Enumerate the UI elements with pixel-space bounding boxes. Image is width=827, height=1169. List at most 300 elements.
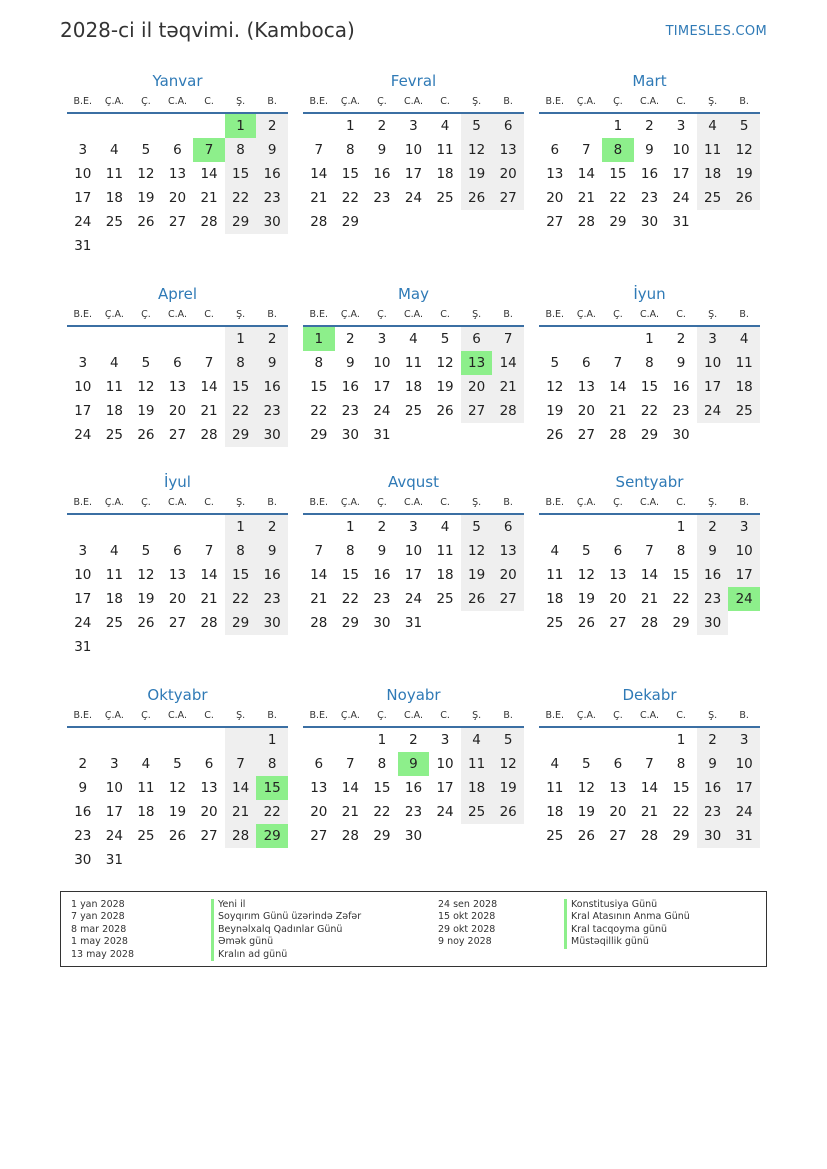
day-cell: 4 bbox=[141, 756, 151, 772]
empty-day-cell bbox=[571, 114, 603, 138]
day-cell: 17 bbox=[74, 190, 92, 206]
day-cell: 10 bbox=[74, 567, 92, 583]
empty-day-cell bbox=[429, 423, 461, 447]
day-cell: 21 bbox=[225, 800, 257, 824]
day-cell: 1 bbox=[676, 732, 686, 748]
day-cell: 10 bbox=[373, 355, 391, 371]
day-cell: 25 bbox=[436, 591, 454, 607]
day-cell: 27 bbox=[609, 615, 627, 631]
day-cell: 16 bbox=[373, 166, 391, 182]
weekday-header bbox=[303, 305, 524, 327]
weekday-label: C.A. bbox=[639, 710, 659, 721]
day-cell: 2 bbox=[78, 756, 88, 772]
day-cell: 18 bbox=[137, 804, 155, 820]
day-cell: 19 bbox=[577, 591, 595, 607]
empty-day-cell bbox=[461, 423, 493, 447]
weekday-label: B. bbox=[503, 497, 513, 508]
weekday-label: Ş. bbox=[236, 710, 246, 721]
day-cell: 16 bbox=[256, 563, 288, 587]
day-cell: 25 bbox=[728, 399, 760, 423]
day-cell: 5 bbox=[492, 728, 524, 752]
day-cell: 11 bbox=[404, 355, 423, 371]
weekday-header bbox=[303, 493, 524, 515]
day-cell: 26 bbox=[546, 427, 564, 443]
day-cell: 18 bbox=[728, 375, 760, 399]
day-cell: 28 bbox=[200, 427, 218, 443]
day-cell: 12 bbox=[577, 567, 595, 583]
day-cell: 13 bbox=[609, 567, 627, 583]
weekday-label: Ç. bbox=[613, 710, 623, 721]
legend-date: 1 yan 2028 bbox=[71, 899, 125, 910]
day-cell: 29 bbox=[640, 427, 659, 443]
weekday-label: C.A. bbox=[639, 96, 659, 107]
day-cell: 28 bbox=[640, 828, 659, 844]
weekday-label: B.E. bbox=[545, 710, 565, 721]
day-cell: 11 bbox=[137, 780, 155, 796]
day-cell: 4 bbox=[409, 331, 418, 347]
empty-day-cell bbox=[193, 114, 225, 138]
day-cell: 9 bbox=[256, 539, 288, 563]
weekday-label: C.A. bbox=[639, 497, 659, 508]
weekday-label: Ş. bbox=[236, 309, 246, 320]
day-cell: 3 bbox=[409, 519, 418, 535]
day-grid bbox=[67, 114, 288, 258]
day-cell: 18 bbox=[404, 379, 423, 395]
day-cell: 10 bbox=[697, 351, 729, 375]
weekday-label: B. bbox=[739, 497, 749, 508]
empty-day-cell bbox=[130, 728, 162, 752]
day-cell: 6 bbox=[204, 756, 214, 772]
day-cell: 28 bbox=[609, 427, 627, 443]
empty-day-cell bbox=[193, 728, 225, 752]
empty-day-cell bbox=[492, 611, 524, 635]
day-grid bbox=[303, 728, 524, 848]
month-block bbox=[303, 283, 524, 447]
day-cell: 16 bbox=[697, 563, 729, 587]
empty-day-cell bbox=[571, 515, 603, 539]
day-cell: 24 bbox=[672, 190, 690, 206]
day-cell: 5 bbox=[141, 355, 151, 371]
empty-day-cell bbox=[602, 327, 634, 351]
weekday-header bbox=[303, 706, 524, 728]
day-cell: 27 bbox=[168, 214, 187, 230]
day-cell: 15 bbox=[672, 567, 690, 583]
empty-day-cell bbox=[634, 728, 666, 752]
weekday-label: Ş. bbox=[708, 497, 718, 508]
day-cell: 28 bbox=[640, 615, 659, 631]
weekday-label: C. bbox=[440, 497, 450, 508]
day-cell: 11 bbox=[697, 138, 729, 162]
day-cell: 5 bbox=[728, 114, 760, 138]
day-cell: 19 bbox=[137, 190, 155, 206]
legend-holiday-name: Yeni il bbox=[211, 899, 361, 911]
month-block bbox=[539, 283, 760, 447]
weekday-label: B.E. bbox=[73, 309, 93, 320]
day-cell: 5 bbox=[582, 543, 591, 559]
empty-day-cell bbox=[461, 824, 493, 848]
day-cell: 6 bbox=[550, 142, 560, 158]
day-cell: 22 bbox=[341, 190, 359, 206]
day-cell: 19 bbox=[461, 563, 493, 587]
empty-day-cell bbox=[492, 210, 524, 234]
month-name: Fevral bbox=[390, 72, 437, 90]
day-cell: 8 bbox=[225, 138, 257, 162]
day-cell: 25 bbox=[137, 828, 155, 844]
month-name: May bbox=[397, 285, 429, 303]
day-cell: 6 bbox=[314, 756, 324, 772]
empty-day-cell bbox=[429, 824, 461, 848]
empty-day-cell bbox=[539, 515, 571, 539]
day-cell: 1 bbox=[225, 327, 257, 351]
day-cell: 9 bbox=[346, 355, 355, 371]
day-cell: 10 bbox=[105, 780, 123, 796]
day-cell: 8 bbox=[225, 351, 257, 375]
day-cell: 4 bbox=[728, 327, 760, 351]
weekday-label: Ç. bbox=[613, 309, 623, 320]
day-cell: 11 bbox=[461, 752, 493, 776]
day-cell: 17 bbox=[373, 379, 391, 395]
day-cell: 20 bbox=[200, 804, 218, 820]
day-cell: 14 bbox=[341, 780, 359, 796]
day-cell: 17 bbox=[74, 591, 92, 607]
day-grid bbox=[303, 327, 524, 447]
month-block bbox=[67, 70, 288, 258]
empty-day-cell bbox=[130, 635, 162, 659]
day-cell: 3 bbox=[78, 543, 88, 559]
day-cell: 24 bbox=[404, 591, 423, 607]
empty-day-cell bbox=[461, 611, 493, 635]
day-cell: 22 bbox=[225, 399, 257, 423]
day-cell: 18 bbox=[105, 591, 123, 607]
day-cell: 31 bbox=[74, 639, 92, 655]
day-cell: 14 bbox=[640, 567, 659, 583]
day-cell: 16 bbox=[640, 166, 659, 182]
empty-day-cell bbox=[99, 327, 131, 351]
legend-date: 24 sen 2028 bbox=[438, 899, 498, 910]
day-cell: 9 bbox=[78, 780, 88, 796]
day-cell: 25 bbox=[697, 186, 729, 210]
weekday-label: Ç. bbox=[613, 96, 623, 107]
day-cell: 1 bbox=[346, 118, 355, 134]
day-cell: 15 bbox=[640, 379, 659, 395]
empty-day-cell bbox=[225, 635, 257, 659]
day-grid bbox=[539, 728, 760, 848]
weekday-label: B. bbox=[267, 309, 277, 320]
day-cell: 26 bbox=[137, 427, 155, 443]
day-cell: 5 bbox=[440, 331, 450, 347]
day-cell: 12 bbox=[728, 138, 760, 162]
day-cell: 4 bbox=[550, 543, 560, 559]
day-cell: 7 bbox=[346, 756, 355, 772]
weekday-label: Ç. bbox=[141, 710, 151, 721]
day-cell: 3 bbox=[440, 732, 450, 748]
weekday-label: Ç.A. bbox=[104, 96, 124, 107]
empty-day-cell bbox=[539, 114, 571, 138]
day-cell: 13 bbox=[168, 166, 187, 182]
day-cell: 25 bbox=[105, 615, 123, 631]
day-cell: 5 bbox=[141, 142, 151, 158]
month-block bbox=[539, 684, 760, 848]
weekday-label: B.E. bbox=[309, 96, 329, 107]
day-cell: 28 bbox=[200, 615, 218, 631]
weekday-label: Ç.A. bbox=[104, 497, 124, 508]
day-cell: 11 bbox=[436, 543, 454, 559]
day-cell: 18 bbox=[436, 567, 454, 583]
day-cell: 23 bbox=[256, 399, 288, 423]
day-grid bbox=[539, 114, 760, 234]
day-cell: 25 bbox=[105, 427, 123, 443]
day-cell: 14 bbox=[200, 166, 218, 182]
day-cell: 14 bbox=[310, 166, 328, 182]
day-cell: 23 bbox=[697, 587, 729, 611]
empty-day-cell bbox=[256, 234, 288, 258]
weekday-label: Ç. bbox=[377, 309, 387, 320]
day-cell: 21 bbox=[200, 403, 218, 419]
day-cell: 28 bbox=[310, 615, 328, 631]
day-cell: 28 bbox=[577, 214, 595, 230]
day-cell: 17 bbox=[728, 776, 760, 800]
day-cell: 27 bbox=[492, 186, 524, 210]
legend-dates-col-1 bbox=[71, 899, 134, 961]
empty-day-cell bbox=[193, 848, 225, 872]
empty-day-cell bbox=[225, 848, 257, 872]
day-cell: 1 bbox=[256, 728, 288, 752]
month-block bbox=[539, 471, 760, 635]
weekday-label: C. bbox=[204, 309, 214, 320]
empty-day-cell bbox=[130, 515, 162, 539]
day-cell: 30 bbox=[672, 427, 690, 443]
day-cell: 22 bbox=[256, 800, 288, 824]
day-cell: 4 bbox=[440, 118, 450, 134]
day-cell: 26 bbox=[137, 615, 155, 631]
day-cell: 14 bbox=[609, 379, 627, 395]
day-cell: 29 bbox=[310, 427, 328, 443]
day-cell: 7 bbox=[204, 543, 214, 559]
day-cell: 26 bbox=[137, 214, 155, 230]
day-cell: 9 bbox=[676, 355, 686, 371]
empty-day-cell bbox=[162, 114, 194, 138]
day-cell: 19 bbox=[137, 403, 155, 419]
day-cell: 15 bbox=[341, 166, 359, 182]
day-cell: 10 bbox=[74, 166, 92, 182]
day-cell: 21 bbox=[492, 375, 524, 399]
legend-date: 1 may 2028 bbox=[71, 936, 128, 948]
day-cell: 21 bbox=[200, 190, 218, 206]
day-cell: 30 bbox=[74, 852, 92, 868]
day-cell: 28 bbox=[341, 828, 359, 844]
day-cell: 9 bbox=[256, 351, 288, 375]
day-cell: 30 bbox=[697, 824, 729, 848]
holiday-day-cell: 1 bbox=[225, 114, 257, 138]
weekday-label: B.E. bbox=[545, 96, 565, 107]
weekday-header bbox=[67, 92, 288, 114]
day-cell: 25 bbox=[461, 800, 493, 824]
day-cell: 2 bbox=[377, 118, 387, 134]
day-cell: 30 bbox=[256, 611, 288, 635]
empty-day-cell bbox=[162, 635, 194, 659]
day-cell: 18 bbox=[105, 403, 123, 419]
day-cell: 2 bbox=[256, 327, 288, 351]
empty-day-cell bbox=[130, 327, 162, 351]
weekday-label: B. bbox=[503, 309, 513, 320]
weekday-label: Ç.A. bbox=[340, 309, 360, 320]
day-cell: 10 bbox=[74, 379, 92, 395]
brand-link[interactable]: TIMESLES.COM bbox=[665, 24, 767, 39]
day-cell: 11 bbox=[105, 166, 123, 182]
day-cell: 8 bbox=[256, 752, 288, 776]
weekday-label: C. bbox=[204, 710, 214, 721]
day-cell: 13 bbox=[577, 379, 595, 395]
empty-day-cell bbox=[67, 114, 99, 138]
day-cell: 20 bbox=[492, 162, 524, 186]
day-cell: 21 bbox=[609, 403, 627, 419]
day-cell: 19 bbox=[492, 776, 524, 800]
weekday-label: Ş. bbox=[708, 309, 718, 320]
weekday-label: C.A. bbox=[167, 497, 187, 508]
weekday-label: C.A. bbox=[403, 710, 423, 721]
weekday-label: B. bbox=[267, 710, 277, 721]
day-cell: 3 bbox=[728, 728, 760, 752]
empty-day-cell bbox=[162, 728, 194, 752]
holiday-day-cell: 8 bbox=[602, 138, 634, 162]
day-grid bbox=[303, 515, 524, 635]
day-cell: 21 bbox=[577, 190, 595, 206]
day-cell: 22 bbox=[225, 587, 257, 611]
day-cell: 16 bbox=[373, 567, 391, 583]
month-name: Sentyabr bbox=[615, 473, 684, 491]
weekday-label: C. bbox=[676, 309, 686, 320]
day-cell: 23 bbox=[404, 804, 423, 820]
legend-date: 29 okt 2028 bbox=[438, 923, 496, 935]
empty-day-cell bbox=[429, 210, 461, 234]
weekday-header bbox=[67, 493, 288, 515]
empty-day-cell bbox=[571, 327, 603, 351]
month-block bbox=[303, 70, 524, 234]
day-cell: 4 bbox=[550, 756, 560, 772]
empty-day-cell bbox=[256, 635, 288, 659]
day-cell: 17 bbox=[672, 166, 690, 182]
day-cell: 4 bbox=[440, 519, 450, 535]
weekday-label: Ş. bbox=[472, 710, 482, 721]
day-cell: 3 bbox=[409, 118, 418, 134]
day-cell: 23 bbox=[74, 828, 92, 844]
month-block bbox=[539, 70, 760, 234]
weekday-label: Ş. bbox=[472, 497, 482, 508]
day-cell: 10 bbox=[728, 752, 760, 776]
day-cell: 12 bbox=[461, 138, 493, 162]
day-cell: 3 bbox=[110, 756, 119, 772]
day-cell: 25 bbox=[546, 615, 564, 631]
day-cell: 2 bbox=[256, 114, 288, 138]
day-cell: 23 bbox=[640, 190, 659, 206]
day-cell: 22 bbox=[640, 403, 659, 419]
weekday-header bbox=[67, 706, 288, 728]
day-cell: 12 bbox=[137, 567, 155, 583]
day-cell: 6 bbox=[613, 543, 623, 559]
empty-day-cell bbox=[162, 515, 194, 539]
day-cell: 12 bbox=[577, 780, 595, 796]
day-cell: 18 bbox=[105, 190, 123, 206]
day-cell: 16 bbox=[672, 379, 690, 395]
day-cell: 2 bbox=[676, 331, 686, 347]
page-title: 2028-ci il təqvimi. (Kamboca) bbox=[60, 18, 355, 42]
month-name: Mart bbox=[632, 72, 667, 90]
day-cell: 30 bbox=[256, 423, 288, 447]
day-cell: 24 bbox=[373, 403, 391, 419]
empty-day-cell bbox=[193, 515, 225, 539]
day-cell: 3 bbox=[697, 327, 729, 351]
day-cell: 22 bbox=[672, 591, 690, 607]
day-cell: 27 bbox=[168, 427, 187, 443]
day-cell: 5 bbox=[461, 114, 493, 138]
day-cell: 20 bbox=[609, 591, 627, 607]
day-cell: 7 bbox=[225, 752, 257, 776]
day-cell: 12 bbox=[137, 379, 155, 395]
day-cell: 13 bbox=[546, 166, 564, 182]
month-name: İyun bbox=[633, 285, 666, 303]
day-cell: 21 bbox=[310, 190, 328, 206]
day-cell: 5 bbox=[550, 355, 560, 371]
day-cell: 28 bbox=[492, 399, 524, 423]
empty-day-cell bbox=[99, 635, 131, 659]
day-cell: 11 bbox=[436, 142, 454, 158]
day-cell: 25 bbox=[404, 403, 423, 419]
day-cell: 18 bbox=[461, 776, 493, 800]
legend-date: 15 okt 2028 bbox=[438, 911, 496, 923]
empty-day-cell bbox=[429, 611, 461, 635]
day-cell: 18 bbox=[697, 162, 729, 186]
day-cell: 14 bbox=[200, 379, 218, 395]
day-cell: 20 bbox=[461, 375, 493, 399]
weekday-label: C. bbox=[676, 497, 686, 508]
weekday-label: C. bbox=[676, 96, 686, 107]
empty-day-cell bbox=[728, 611, 760, 635]
day-cell: 20 bbox=[168, 591, 187, 607]
day-cell: 24 bbox=[74, 615, 92, 631]
empty-day-cell bbox=[67, 327, 99, 351]
day-cell: 24 bbox=[436, 804, 454, 820]
legend-names-col-1 bbox=[211, 899, 361, 961]
day-cell: 8 bbox=[676, 543, 686, 559]
weekday-label: B.E. bbox=[73, 96, 93, 107]
day-cell: 24 bbox=[105, 828, 123, 844]
weekday-label: B.E. bbox=[73, 710, 93, 721]
month-name: İyul bbox=[164, 473, 191, 491]
legend-holiday-name: Müstəqillik günü bbox=[564, 936, 690, 948]
empty-day-cell bbox=[303, 728, 335, 752]
day-cell: 10 bbox=[404, 543, 423, 559]
day-cell: 5 bbox=[582, 756, 591, 772]
day-cell: 11 bbox=[105, 379, 123, 395]
empty-day-cell bbox=[99, 234, 131, 258]
legend-holiday-name: Konstitusiya Günü bbox=[564, 899, 690, 911]
legend-holiday-name: Soyqırım Günü üzərində Zəfər bbox=[211, 911, 361, 923]
day-cell: 29 bbox=[672, 615, 690, 631]
day-cell: 29 bbox=[225, 611, 257, 635]
day-cell: 28 bbox=[310, 214, 328, 230]
day-cell: 9 bbox=[645, 142, 654, 158]
day-cell: 5 bbox=[141, 543, 151, 559]
day-cell: 1 bbox=[346, 519, 355, 535]
day-cell: 30 bbox=[373, 615, 391, 631]
weekday-header bbox=[539, 493, 760, 515]
day-cell: 21 bbox=[341, 804, 359, 820]
day-cell: 4 bbox=[110, 142, 119, 158]
empty-day-cell bbox=[571, 728, 603, 752]
empty-day-cell bbox=[398, 423, 430, 447]
empty-day-cell bbox=[602, 728, 634, 752]
day-cell: 4 bbox=[110, 355, 119, 371]
